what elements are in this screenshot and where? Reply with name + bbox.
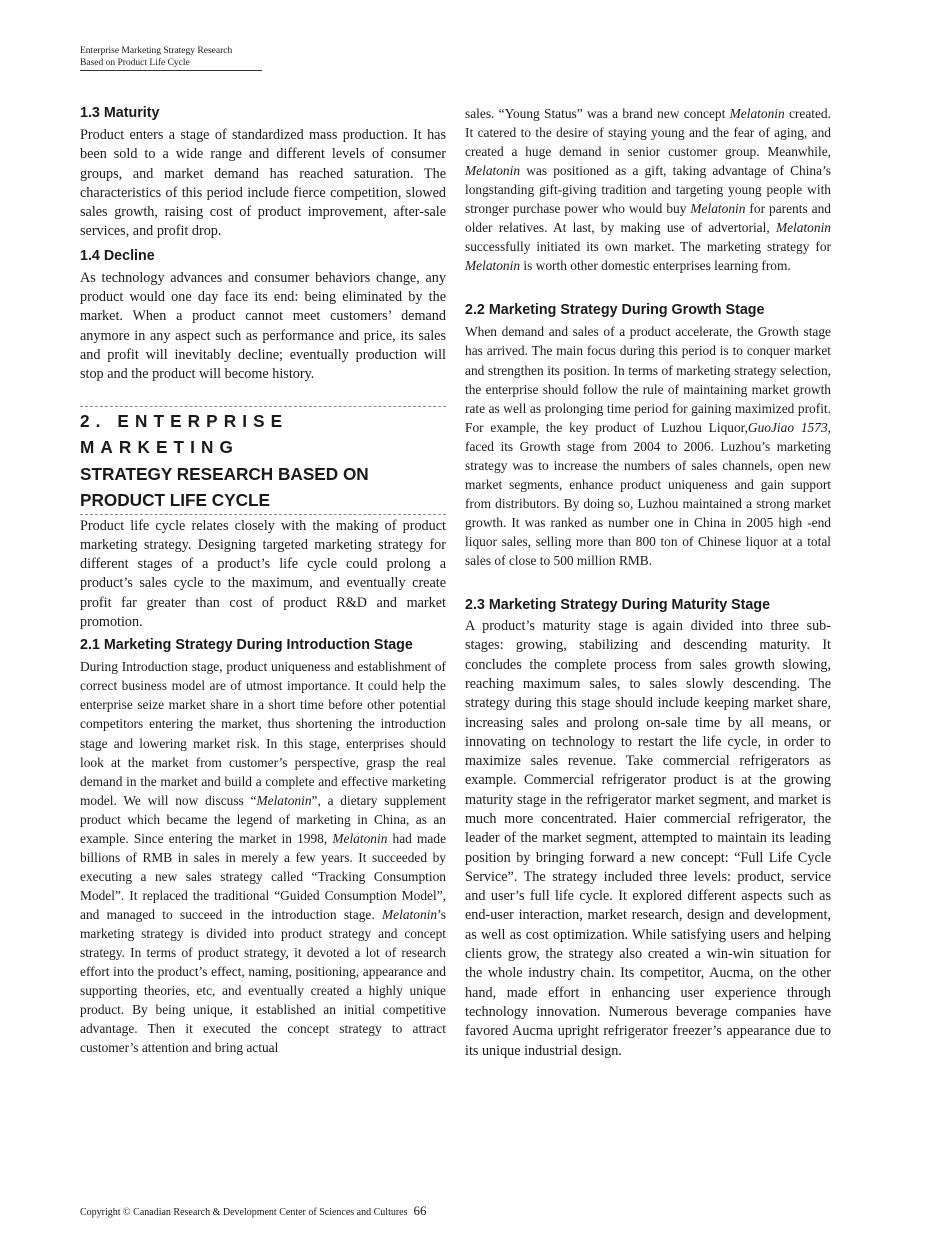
footer-copyright: Copyright © Canadian Research & Development Center of Sciences and Cultures [80, 1207, 408, 1218]
section-2-heading-line1: 2. ENTERPRISE MARKETING [80, 410, 289, 458]
section-1-3-heading: 1.3 Maturity [80, 105, 160, 121]
product-name-melatonin: Melatonin [690, 201, 746, 217]
section-2-heading-block [80, 406, 446, 515]
section-1-3-paragraph: Product enters a stage of standardized mass production. It has been sold to a wide range and different levels of consumer groups, and market demand has reached saturation. The characteristics of this period include fierce competition, slowed sales growth, raising cost of product improvement, after-sale services, and profit drop. [80, 127, 446, 240]
running-header-line1: Enterprise Marketing Strategy Research [80, 46, 233, 56]
section-2-2-heading: 2.2 Marketing Strategy During Growth Stage [465, 302, 765, 319]
section-2-paragraph: Product life cycle relates closely with the making of product marketing strategy. Designing targeted marketing strategy for different stages of a product’s life cycle could prolong a product’s sales cycle to the maximum, and eventually create profit far greater than cost of product R&D and market promotion. [80, 517, 446, 631]
product-name-melatonin: Melatonin [256, 792, 312, 808]
section-2-heading-line2: STRATEGY RESEARCH BASED ON [80, 463, 369, 484]
heading-bottom-rule [80, 514, 446, 515]
product-name-guojiao-1573: GuoJiao 1573 [747, 419, 828, 435]
page-footer [80, 1204, 427, 1220]
section-1-4-heading: 1.4 Decline [80, 247, 155, 264]
section-2-3-heading: 2.3 Marketing Strategy During Maturity Stage [465, 597, 771, 614]
running-header-line2: Based on Product Life Cycle [80, 58, 190, 68]
running-header [80, 45, 262, 71]
section-2-1-heading: 2.1 Marketing Strategy During Introduction Stage [80, 637, 413, 654]
section-2-2-paragraph: When demand and sales of a product accelerate, the Growth stage has arrived. The main focus during this period is to conquer market and strengthen its position. In terms of marketing strategy selection, the enterprise should follow the rule of maintaining market growth rate as well as prolonging time period for gaining maximized profit. For example, the key product of Luzhou Liquor,GuoJiao 1573, faced its Growth stage from 2004 to 2006. Luzhou’s marketing strategy was to increase the numbers of sales channels, open new market segments, enhance product uniqueness and gain support from distributors. By doing so, Luzhou maintained a strong market growth. It was ranked as number one in China in 2005 high -end liquor sales, selling more than 800 ton of Chinese liquor at a total sales of close to 500 million RMB. [465, 324, 831, 568]
section-2-3-paragraph: A product’s maturity stage is again divided into three sub-stages: growing, stabilizing and descending maturity. It concludes the complete process from sales growth slowing, reaching maximum sales, to sales slowly descending. The strategy during this stage should include keeping market share, increasing sales and prolong on-sale time by all means, or innovating on technology to restart the life cycle, in order to maximize sales revenue. Take commercial refrigerators as example. Commercial refrigerator product is at the growing maturity stage in the refrigerator market segment, and market is much more concentrated. Haier commercial refrigerator, the leader of the market segment, attempted to maintain its leading position by bringing forward a new concept: “Full Life Cycle Service”. The strategy included three levels: product, service and user’s full life cycle. It explored different aspects such as end-user interaction, market research, design and development, as well as cost optimization. While satisfying users and helping clients grow, the strategy also created a win-win situation for the whole industry chain. Its competitor, Aucma, on the other hand, made effort in enhancing user experience through technology innovation. Numerous beverage companies have favored Aucma upright refrigerator freezer’s appearance due to its unique industrial design. [465, 618, 831, 1059]
page-number: 66 [413, 1203, 427, 1218]
section-2-1-paragraph: During Introduction stage, product uniqueness and establishment of correct business model are of utmost importance. It could help the enterprise seize market share in a short time before other potential competitors entering the market, thus shortening the introduction stage and lowering market risk. In this stage, enterprises should look at the market from customer’s perspective, grasp the real demand in the market and build a complete and effective marketing model. We will now discuss “Melatonin”, a dietary supplement product which became the legend of marketing in China, as an example. Since entering the market in 1998, Melatonin had made billions of RMB in sales in merely a few years. It succeeded by executing a new sales strategy called “Tracking Consumption Model”. It replaced the traditional “Guided Consumption Model”, and managed to succeed in the introduction stage. Melatonin’s marketing strategy is divided into product strategy and concept strategy. In terms of product strategy, it devoted a lot of research effort into the product’s effect, naming, positioning, appearance and supporting theories, etc, and eventually created a highly unique product. By being unique, it established an initial competitive advantage. Then it executed the concept strategy to attract customer’s attention and bring actual [80, 659, 447, 1056]
section-2-heading-line3: PRODUCT LIFE CYCLE [80, 490, 271, 511]
section-1-4-paragraph: As technology advances and consumer behaviors change, any product would one day face its end: being eliminated by the market. When a product cannot meet customers’ demand anymore in any aspect such as performance and price, its sales and profit will inevitably decline; eventually production will stop and the product will become history. [80, 269, 446, 383]
product-name-melatonin: Melatonin [465, 163, 521, 179]
product-name-melatonin: Melatonin [382, 906, 438, 922]
product-name-melatonin: Melatonin [465, 258, 521, 274]
product-name-melatonin: Melatonin [332, 830, 388, 846]
product-name-melatonin: Melatonin [775, 220, 831, 236]
left-column [80, 104, 446, 1057]
right-column [465, 104, 831, 1061]
section-2-heading [80, 407, 446, 514]
product-name-melatonin: Melatonin [729, 106, 785, 121]
section-2-1-continuation: sales. “Young Status” was a brand new concept Melatonin created. It catered to the desire of staying young and the fear of aging, and created a huge demand in senior customer group. Meanwhile, Melatonin was positioned as a gift, taking advantage of China’s longstanding gift-giving tradition and targeting young people with stronger purchase power who would buy Melatonin for parents and older relatives. At last, by making use of advertorial, Melatonin successfully initiated its own market. The marketing strategy for Melatonin is worth other domestic enterprises learning from. [465, 106, 831, 274]
